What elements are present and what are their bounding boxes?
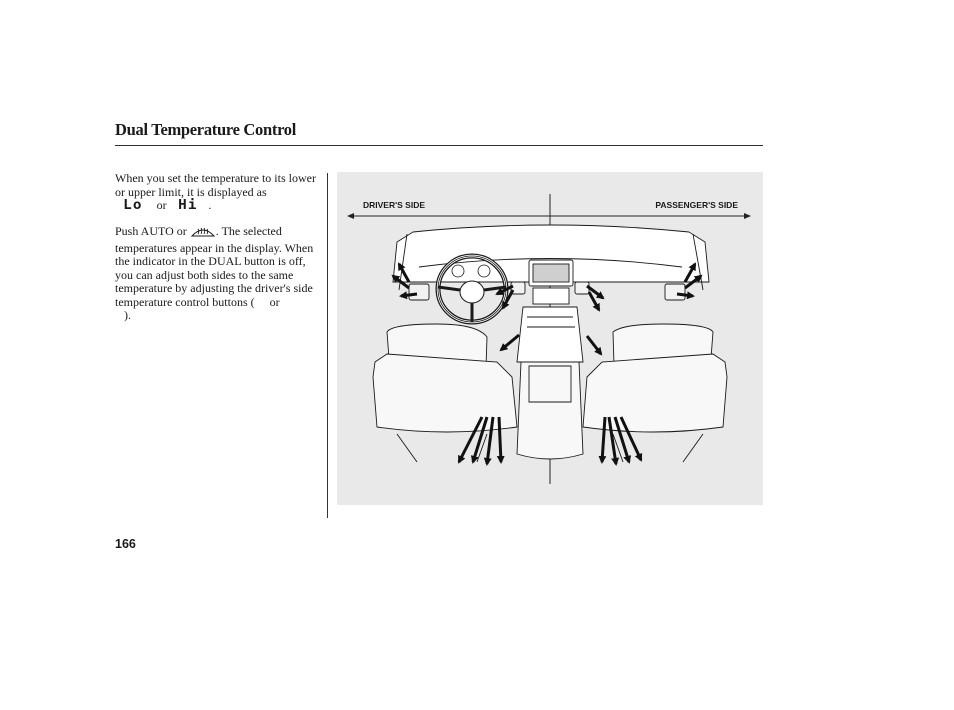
drivers-side-label: DRIVER'S SIDE bbox=[363, 200, 426, 210]
dual-instructions-text: . The selected temperatures appear in the display. When the indicator in the DUAL button is off, you can adjust both sides to the same temperature by adjusting the driver's side temperature control buttons ( bbox=[115, 224, 314, 309]
page-title: Dual Temperature Control bbox=[115, 120, 297, 139]
paragraph-limit-text: When you set the temperature to its lower or upper limit, it is displayed as bbox=[115, 171, 316, 199]
page-number: 166 bbox=[115, 537, 136, 551]
cabin-drawing bbox=[337, 172, 763, 505]
title-divider bbox=[115, 145, 763, 146]
passengers-side-label: PASSENGER'S SIDE bbox=[655, 200, 738, 210]
or-text: or bbox=[156, 198, 167, 212]
period-text: . bbox=[208, 198, 212, 212]
column-divider bbox=[327, 173, 328, 518]
hi-display-glyph: Hi bbox=[177, 198, 198, 213]
or-text-2: or bbox=[269, 294, 280, 309]
airflow-illustration bbox=[337, 172, 763, 505]
paragraph-limit-display bbox=[115, 172, 323, 213]
paragraph-auto-dual bbox=[115, 225, 323, 323]
driver-seat bbox=[373, 324, 517, 462]
center-console bbox=[517, 362, 583, 459]
lo-display-glyph: Lo bbox=[123, 198, 143, 213]
push-auto-text: Push AUTO or bbox=[115, 224, 187, 238]
closing-paren-text: ). bbox=[124, 308, 131, 322]
windshield-defrost-icon bbox=[190, 225, 216, 242]
